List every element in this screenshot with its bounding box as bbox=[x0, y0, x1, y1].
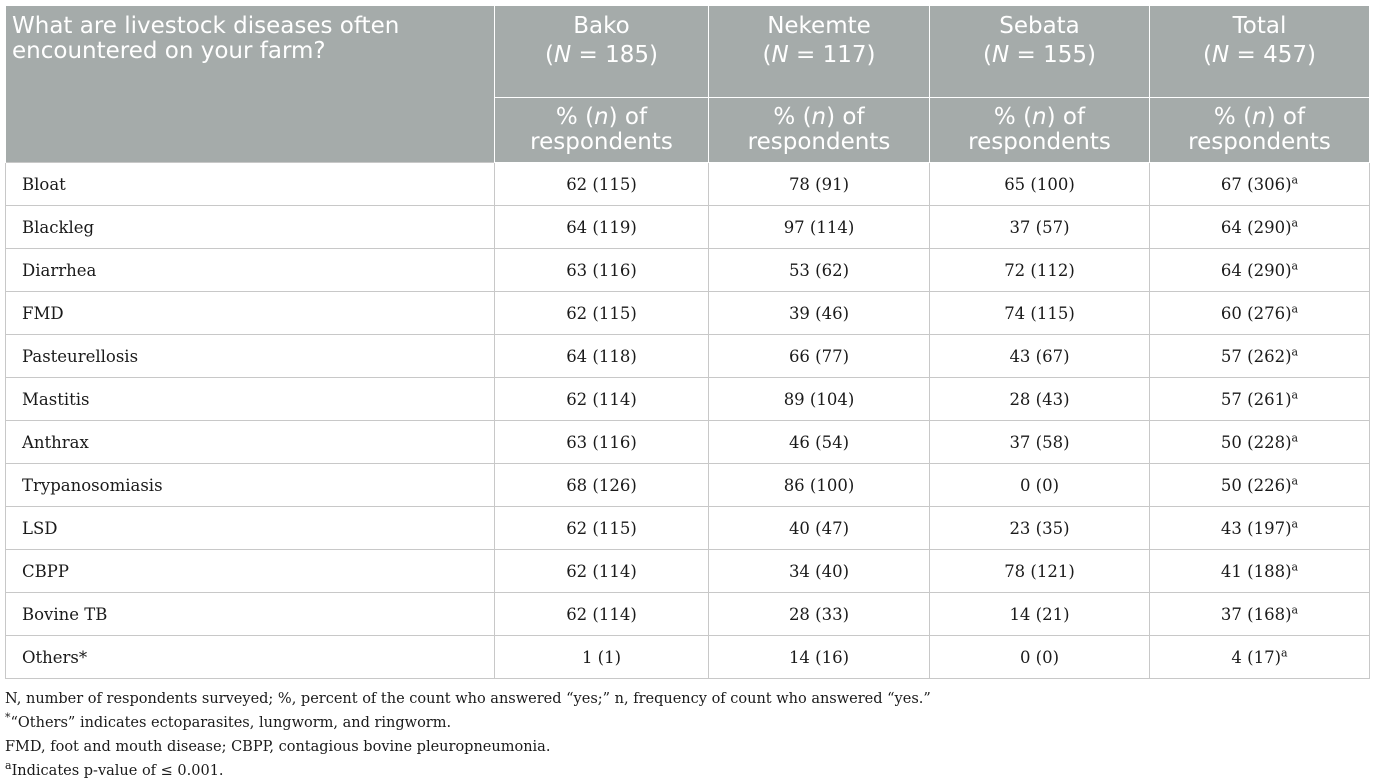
cell-total: 64 $(290)^a$ bbox=[1150, 206, 1370, 249]
cell-total: 67 $(306)^a$ bbox=[1150, 163, 1370, 206]
table-row bbox=[6, 335, 1370, 378]
row-label: Blackleg bbox=[6, 206, 495, 249]
row-label: LSD bbox=[6, 507, 495, 550]
table-row bbox=[6, 464, 1370, 507]
cell-sebata: 72 (112) bbox=[930, 249, 1150, 292]
cell-bako: 64 (118) bbox=[495, 335, 709, 378]
footnote: FMD, foot and mouth disease; CBPP, contagious bovine pleuropneumonia. bbox=[5, 739, 551, 755]
cell-bako: 1 (1) bbox=[495, 636, 709, 679]
cell-nekemte: 53 (62) bbox=[709, 249, 930, 292]
column-header-nekemte bbox=[709, 6, 930, 98]
row-label: CBPP bbox=[6, 550, 495, 593]
cell-total: 50 $(226)^a$ bbox=[1150, 464, 1370, 507]
row-label: Trypanosomiasis bbox=[6, 464, 495, 507]
cell-bako: 63 (116) bbox=[495, 249, 709, 292]
table-row bbox=[6, 593, 1370, 636]
table-footnotes bbox=[5, 687, 1369, 783]
cell-nekemte: 14 (16) bbox=[709, 636, 930, 679]
question-header: What are livestock diseases often encountered on your farm? bbox=[6, 6, 495, 98]
cell-bako: 68 (126) bbox=[495, 464, 709, 507]
cell-total: 4 $(17)^a$ bbox=[1150, 636, 1370, 679]
column-n: (N = 155) bbox=[983, 42, 1096, 68]
question-header-spacer bbox=[6, 98, 495, 163]
cell-sebata: 14 (21) bbox=[930, 593, 1150, 636]
sub-header-bako: % (n) of respondents bbox=[495, 98, 709, 163]
column-n: (N = 117) bbox=[762, 42, 876, 68]
footnote: N, number of respondents surveyed; %, percent of the count who answered “yes;” n, frequency of count who answered “yes.” bbox=[5, 691, 931, 707]
cell-sebata: 74 (115) bbox=[930, 292, 1150, 335]
column-name: Sebata bbox=[999, 13, 1080, 39]
cell-total: 37 $(168)^a$ bbox=[1150, 593, 1370, 636]
cell-sebata: 23 (35) bbox=[930, 507, 1150, 550]
table-header bbox=[6, 6, 1370, 163]
cell-total: 43 $(197)^a$ bbox=[1150, 507, 1370, 550]
table-container bbox=[5, 5, 1369, 783]
cell-sebata: 78 (121) bbox=[930, 550, 1150, 593]
cell-bako: 64 (119) bbox=[495, 206, 709, 249]
table-row bbox=[6, 378, 1370, 421]
sub-header-total: % (n) of respondents bbox=[1150, 98, 1370, 163]
table-row bbox=[6, 421, 1370, 464]
column-name: Nekemte bbox=[767, 13, 871, 39]
column-n: (N = 185) bbox=[545, 42, 658, 68]
cell-nekemte: 40 (47) bbox=[709, 507, 930, 550]
cell-sebata: 28 (43) bbox=[930, 378, 1150, 421]
table-row bbox=[6, 206, 1370, 249]
row-label: Others* bbox=[6, 636, 495, 679]
sub-header-nekemte: % (n) of respondents bbox=[709, 98, 930, 163]
cell-nekemte: 89 (104) bbox=[709, 378, 930, 421]
row-label: Bloat bbox=[6, 163, 495, 206]
table-row bbox=[6, 249, 1370, 292]
cell-nekemte: 39 (46) bbox=[709, 292, 930, 335]
cell-bako: 62 (114) bbox=[495, 550, 709, 593]
row-label: Pasteurellosis bbox=[6, 335, 495, 378]
table-row bbox=[6, 507, 1370, 550]
table-row bbox=[6, 292, 1370, 335]
column-name: Bako bbox=[573, 13, 630, 39]
cell-nekemte: 78 (91) bbox=[709, 163, 930, 206]
cell-sebata: 37 (57) bbox=[930, 206, 1150, 249]
row-label: Mastitis bbox=[6, 378, 495, 421]
table-row bbox=[6, 550, 1370, 593]
column-n: (N = 457) bbox=[1203, 42, 1316, 68]
cell-bako: 62 (114) bbox=[495, 593, 709, 636]
cell-nekemte: 46 (54) bbox=[709, 421, 930, 464]
table-body bbox=[6, 163, 1370, 679]
table-row bbox=[6, 636, 1370, 679]
cell-nekemte: 66 (77) bbox=[709, 335, 930, 378]
column-header-sebata bbox=[930, 6, 1150, 98]
cell-total: 57 $(261)^a$ bbox=[1150, 378, 1370, 421]
footnote: *“Others” indicates ectoparasites, lungworm, and ringworm. bbox=[5, 711, 452, 731]
cell-sebata: 0 (0) bbox=[930, 636, 1150, 679]
cell-total: 60 $(276)^a$ bbox=[1150, 292, 1370, 335]
cell-nekemte: 86 (100) bbox=[709, 464, 930, 507]
cell-sebata: 43 (67) bbox=[930, 335, 1150, 378]
row-label: Anthrax bbox=[6, 421, 495, 464]
table-row bbox=[6, 163, 1370, 206]
cell-total: 57 $(262)^a$ bbox=[1150, 335, 1370, 378]
cell-sebata: 0 (0) bbox=[930, 464, 1150, 507]
cell-nekemte: 97 (114) bbox=[709, 206, 930, 249]
column-name: Total bbox=[1232, 13, 1287, 39]
sub-header-sebata: % (n) of respondents bbox=[930, 98, 1150, 163]
cell-total: 41 $(188)^a$ bbox=[1150, 550, 1370, 593]
cell-bako: 62 (115) bbox=[495, 292, 709, 335]
row-label: FMD bbox=[6, 292, 495, 335]
footnote: $^a$Indicates p-value of ≤ 0.001. bbox=[5, 759, 224, 779]
cell-bako: 62 (115) bbox=[495, 163, 709, 206]
cell-bako: 62 (115) bbox=[495, 507, 709, 550]
cell-bako: 63 (116) bbox=[495, 421, 709, 464]
cell-nekemte: 34 (40) bbox=[709, 550, 930, 593]
diseases-table bbox=[5, 5, 1370, 679]
column-header-total bbox=[1150, 6, 1370, 98]
cell-total: 64 $(290)^a$ bbox=[1150, 249, 1370, 292]
row-label: Bovine TB bbox=[6, 593, 495, 636]
cell-sebata: 65 (100) bbox=[930, 163, 1150, 206]
cell-bako: 62 (114) bbox=[495, 378, 709, 421]
cell-sebata: 37 (58) bbox=[930, 421, 1150, 464]
cell-nekemte: 28 (33) bbox=[709, 593, 930, 636]
cell-total: 50 $(228)^a$ bbox=[1150, 421, 1370, 464]
column-header-bako bbox=[495, 6, 709, 98]
row-label: Diarrhea bbox=[6, 249, 495, 292]
